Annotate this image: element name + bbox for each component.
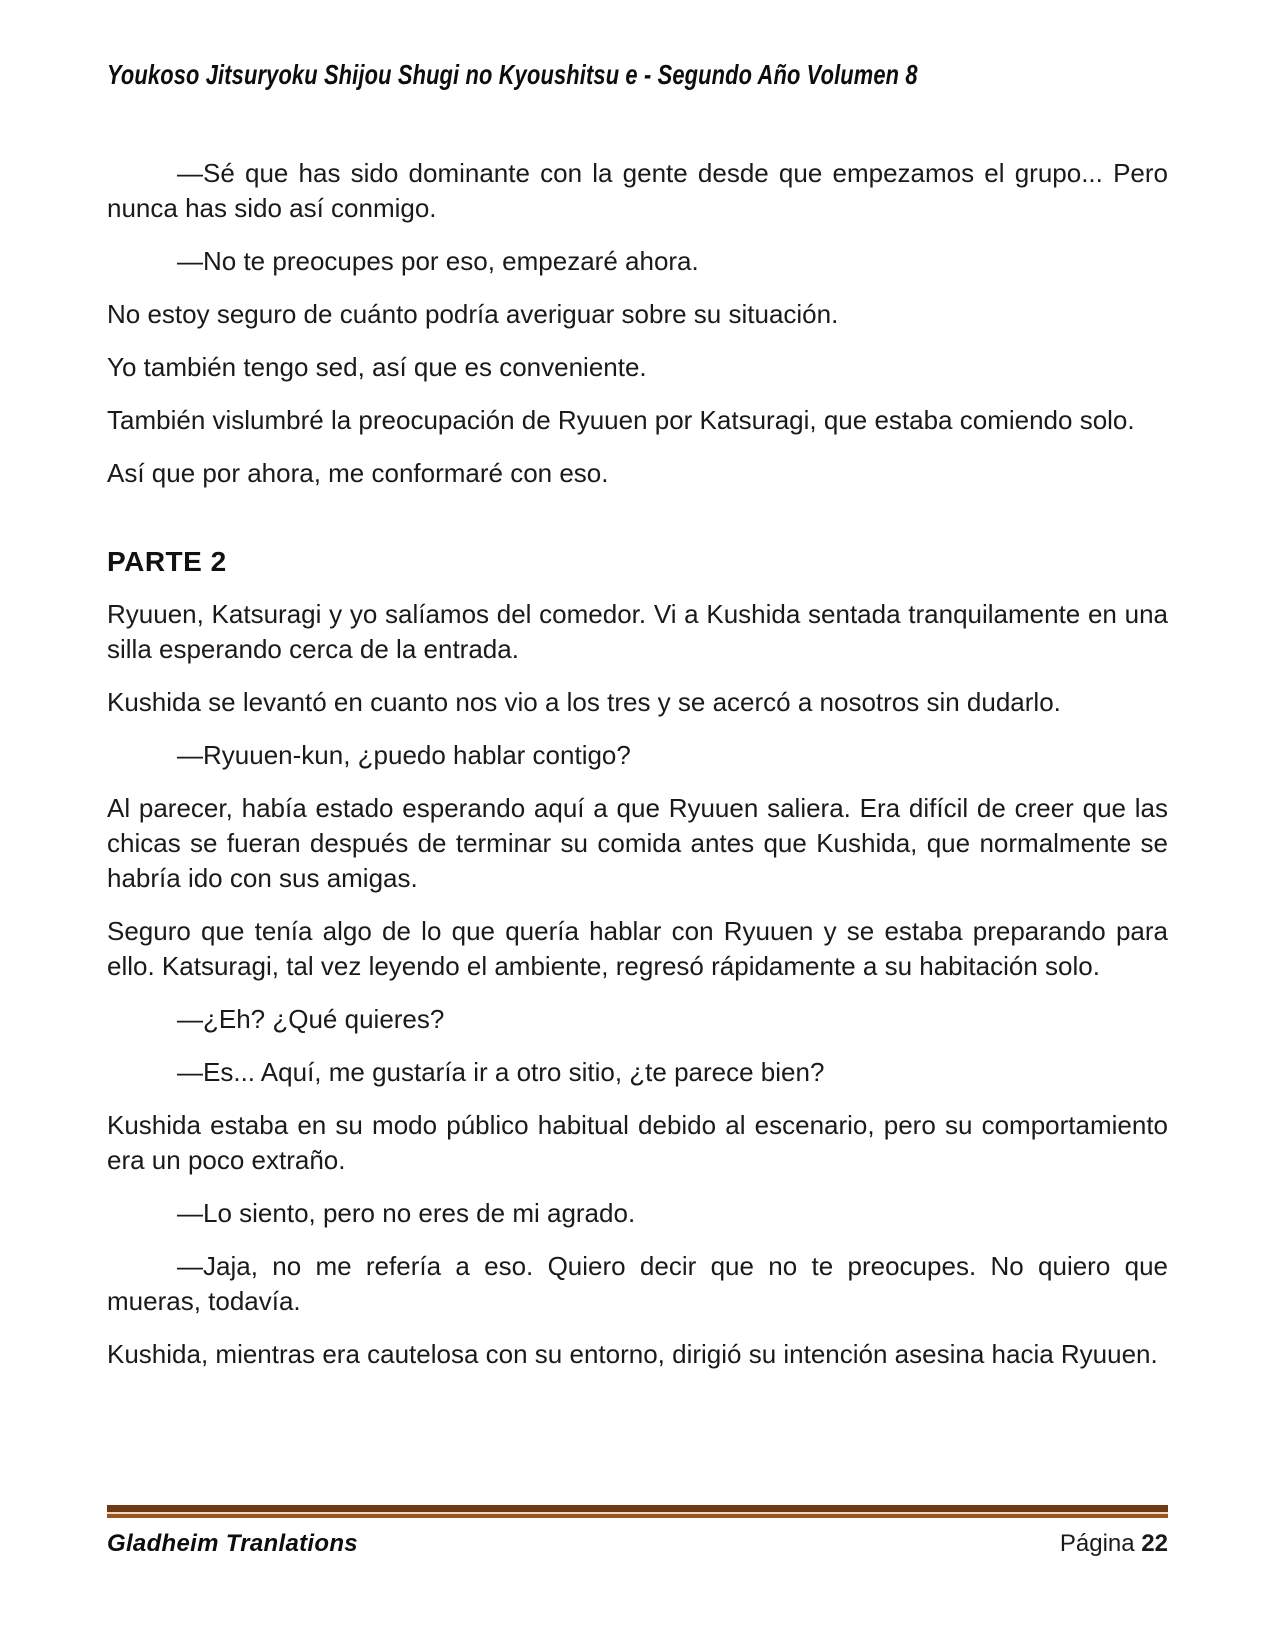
paragraph-narration: También vislumbré la preocupación de Ryuuen por Katsuragi, que estaba comiendo solo.	[107, 405, 1135, 435]
paragraph-dialogue: —Sé que has sido dominante con la gente desde que empezamos el grupo... Pero nunca has sido así conmigo.	[107, 158, 1168, 223]
page-header	[107, 60, 1168, 92]
paragraph-narration: Así que por ahora, me conformaré con eso.	[107, 458, 609, 488]
paragraph-narration: Kushida estaba en su modo público habitual debido al escenario, pero su comportamiento era un poco extraño.	[107, 1110, 1168, 1175]
footer-row	[107, 1530, 1168, 1558]
page-number-value: 22	[1141, 1530, 1168, 1557]
paragraph-dialogue: —Lo siento, pero no eres de mi agrado.	[177, 1198, 636, 1228]
paragraph-narration: Ryuuen, Katsuragi y yo salíamos del comedor. Vi a Kushida sentada tranquilamente en una silla esperando cerca de la entrada.	[107, 599, 1168, 664]
footer-translator-credit: Gladheim Tranlations	[107, 1530, 358, 1557]
paragraph-narration: Seguro que tenía algo de lo que quería hablar con Ryuuen y se estaba preparando para ello. Katsuragi, tal vez leyendo el ambiente, regresó rápidamente a su habitación solo.	[107, 916, 1168, 981]
page-label: Página	[1059, 1530, 1135, 1557]
paragraph-dialogue: —No te preocupes por eso, empezaré ahora.	[177, 246, 699, 276]
footer-page-number	[1060, 1530, 1168, 1558]
section-heading: PARTE 2	[107, 546, 227, 577]
paragraph-dialogue: —¿Eh? ¿Qué quieres?	[177, 1004, 445, 1034]
paragraph-dialogue: —Jaja, no me refería a eso. Quiero decir que no te preocupes. No quiero que mueras, todavía.	[107, 1251, 1168, 1316]
paragraph-narration: No estoy seguro de cuánto podría averiguar sobre su situación.	[107, 299, 839, 329]
document-body	[107, 156, 1168, 1390]
paragraph-narration: Yo también tengo sed, así que es conveniente.	[107, 352, 647, 382]
paragraph-dialogue: —Ryuuen-kun, ¿puedo hablar contigo?	[177, 740, 631, 770]
paragraph-dialogue: —Es... Aquí, me gustaría ir a otro sitio, ¿te parece bien?	[177, 1057, 825, 1087]
paragraph-narration: Al parecer, había estado esperando aquí a que Ryuuen saliera. Era difícil de creer que las chicas se fueran después de terminar su comida antes que Kushida, que normalmente se habría ido con sus amigas.	[107, 793, 1168, 893]
paragraph-narration: Kushida, mientras era cautelosa con su entorno, dirigió su intención asesina hacia Ryuuen.	[107, 1339, 1158, 1369]
footer-divider-rule	[107, 1505, 1168, 1518]
running-header-title: Youkoso Jitsuryoku Shijou Shugi no Kyoushitsu e - Segundo Año Volumen 8	[107, 59, 918, 90]
page-footer	[107, 1505, 1168, 1650]
paragraph-narration: Kushida se levantó en cuanto nos vio a los tres y se acercó a nosotros sin dudarlo.	[107, 687, 1061, 717]
